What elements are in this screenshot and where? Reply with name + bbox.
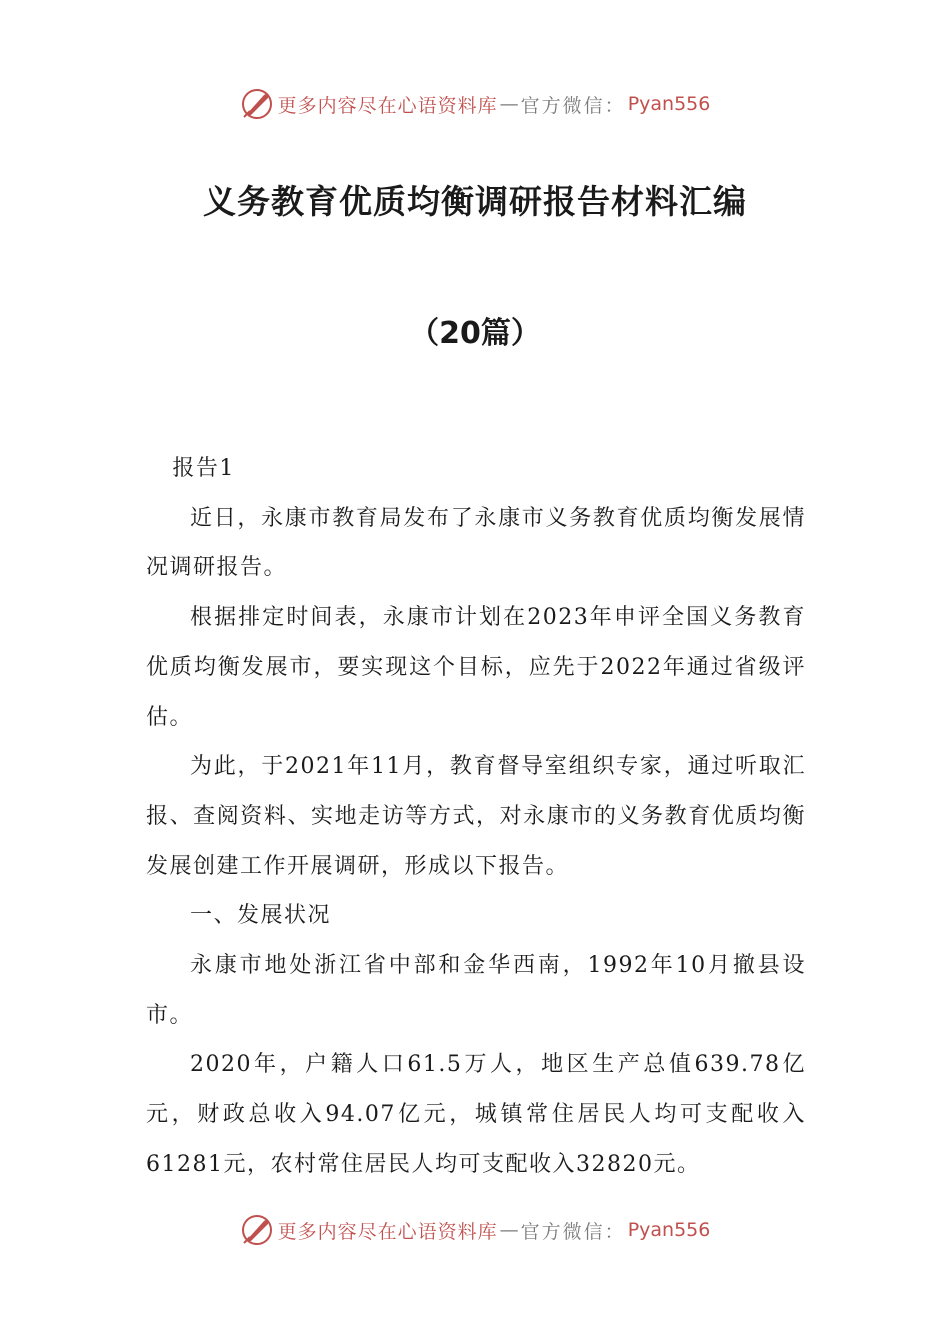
- watermark-site-text: 更多内容尽在心语资料库: [277, 1220, 498, 1243]
- quill-pen-logo-icon: [240, 87, 274, 121]
- watermark-dash: —: [499, 93, 519, 115]
- report-label: 报告1: [172, 456, 235, 481]
- watermark-dash: —: [499, 1219, 519, 1241]
- paragraph: 永康市地处浙江省中部和金华西南，1992年10月撤县设市。: [146, 953, 806, 1028]
- watermark-banner-top: [0, 84, 950, 124]
- watermark-wechat-id: Pyan556: [627, 93, 711, 115]
- watermark-wechat-label: 官方微信：: [520, 1220, 626, 1243]
- section-heading: 一、发展状况: [190, 903, 332, 929]
- quill-pen-logo-icon: [240, 1213, 274, 1247]
- paragraph: 根据排定时间表，永康市计划在2023年申评全国义务教育优质均衡发展市，要实现这个目标，应先于2022年通过省级评估。: [146, 605, 806, 730]
- document-subtitle: （20篇）: [409, 316, 541, 351]
- paragraph: 2020年，户籍人口61.5万人，地区生产总值639.78亿元，财政总收入94.07亿元，城镇常住居民人均可支配收入61281元，农村常住居民人均可支配收入32820元。: [146, 1052, 806, 1177]
- document-title: 义务教育优质均衡调研报告材料汇编: [203, 182, 747, 221]
- watermark-wechat-id: Pyan556: [627, 1219, 711, 1241]
- watermark-wechat-label: 官方微信：: [520, 94, 626, 117]
- document-body: [146, 444, 806, 1190]
- paragraph: 近日，永康市教育局发布了永康市义务教育优质均衡发展情况调研报告。: [146, 505, 806, 581]
- watermark-site-text: 更多内容尽在心语资料库: [277, 94, 498, 117]
- paragraph: 为此，于2021年11月，教育督导室组织专家，通过听取汇报、查阅资料、实地走访等方式，对永康市的义务教育优质均衡发展创建工作开展调研，形成以下报告。: [146, 754, 806, 879]
- watermark-banner-bottom: [0, 1210, 950, 1250]
